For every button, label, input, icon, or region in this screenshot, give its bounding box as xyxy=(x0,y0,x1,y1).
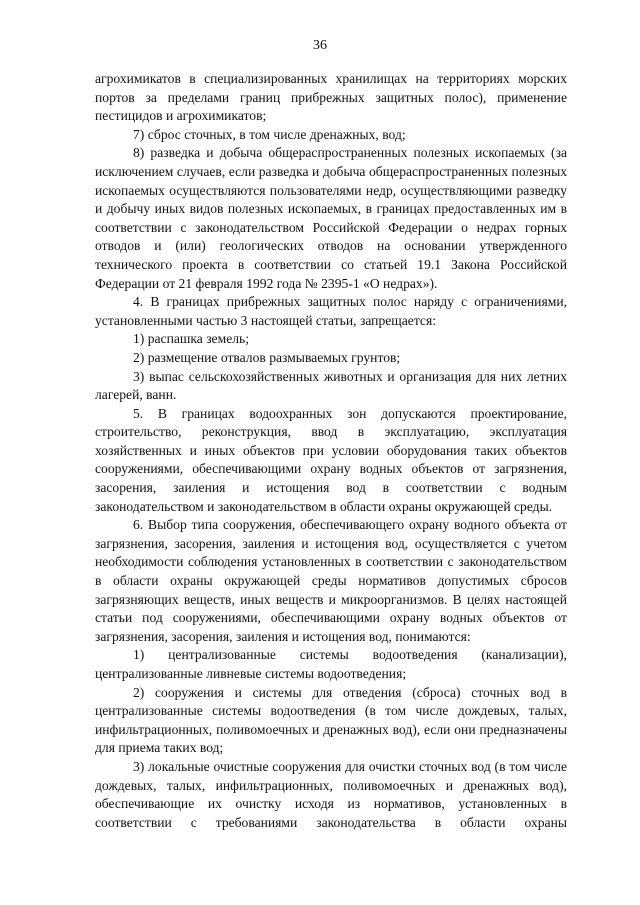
paragraph-section-4: 4. В границах прибрежных защитных полос наряду с ограничениями, установленными частью 3 настоящей статьи, запрещается: xyxy=(95,294,567,328)
page-number: 36 xyxy=(313,38,327,53)
paragraph-continuation: агрохимикатов в специализированных хранилищах на территориях морских портов за пределами границ прибрежных защитных полос), применение пестицидов и агрохимикатов; xyxy=(95,71,567,124)
paragraph-section-4-item-2: 2) размещение отвалов размываемых грунтов; xyxy=(133,349,401,365)
paragraph-item-8: 8) разведка и добыча общераспространенных полезных ископаемых (за исключением случаев, если разведка и добыча общераспространенных полезных ископаемых осуществляются пользователями недр, осуществляющими разведку и добычу иных видов полезных ископаемых, в границах предоставленных им в соответствии с законодательством Российской Федерации о недрах горных отводов и (или) геологических отводов на основании утвержденного технического проекта в соответствии со статьей 19.1 Закона Российской Федерации от 21 февраля 1992 года № 2395-1 «О недрах»). xyxy=(95,145,567,291)
paragraph-section-6-item-2: 2) сооружения и системы для отведения (сброса) сточных вод в централизованные системы водоотведения (в том числе дождевых, талых, инфильтрационных, поливомоечных и дренажных вод), если они предназначены для приема таких вод; xyxy=(95,684,567,756)
paragraph-section-6-item-3: 3) локальные очистные сооружения для очистки сточных вод (в том числе дождевых, талых, инфильтрационных, поливомоечных и дренажных вод), обеспечивающие их очистку исходя из нормативов, установленных в соответствии с требованиями законодательства в области охраны xyxy=(95,758,567,830)
paragraph-section-6-item-1: 1) централизованные системы водоотведения (канализации), централизованные ливневые системы водоотведения; xyxy=(95,647,567,681)
paragraph-section-4-item-3: 3) выпас сельскохозяйственных животных и организация для них летних лагерей, ванн. xyxy=(95,368,567,403)
paragraph-section-6: 6. Выбор типа сооружения, обеспечивающего охрану водного объекта от загрязнения, засорения, заиления и истощения вод, осуществляется с учетом необходимости соблюдения установленных в соответствии с законодательством в области охраны окружающей среды нормативов допустимых сбросов загрязняющих веществ, иных веществ и микроорганизмов. В целях настоящей статьи под сооружениями, обеспечивающими охрану водных объектов от загрязнения, засорения, заиления и истощения вод, понимаются: xyxy=(95,517,567,644)
paragraph-section-4-item-1: 1) распашка земель; xyxy=(133,331,249,347)
paragraph-section-5: 5. В границах водоохранных зон допускаются проектирование, строительство, реконструкция, ввод в эксплуатацию, эксплуатация хозяйственных и иных объектов при условии оборудования таких объектов сооружениями, обеспечивающими охрану водных объектов от загрязнения, засорения, заиления и истощения вод в соответствии с водным законодательством и законодательством в области охраны окружающей среды. xyxy=(95,405,567,514)
paragraph-item-7: 7) сброс сточных, в том числе дренажных, вод; xyxy=(133,126,406,142)
document-body xyxy=(95,70,567,832)
